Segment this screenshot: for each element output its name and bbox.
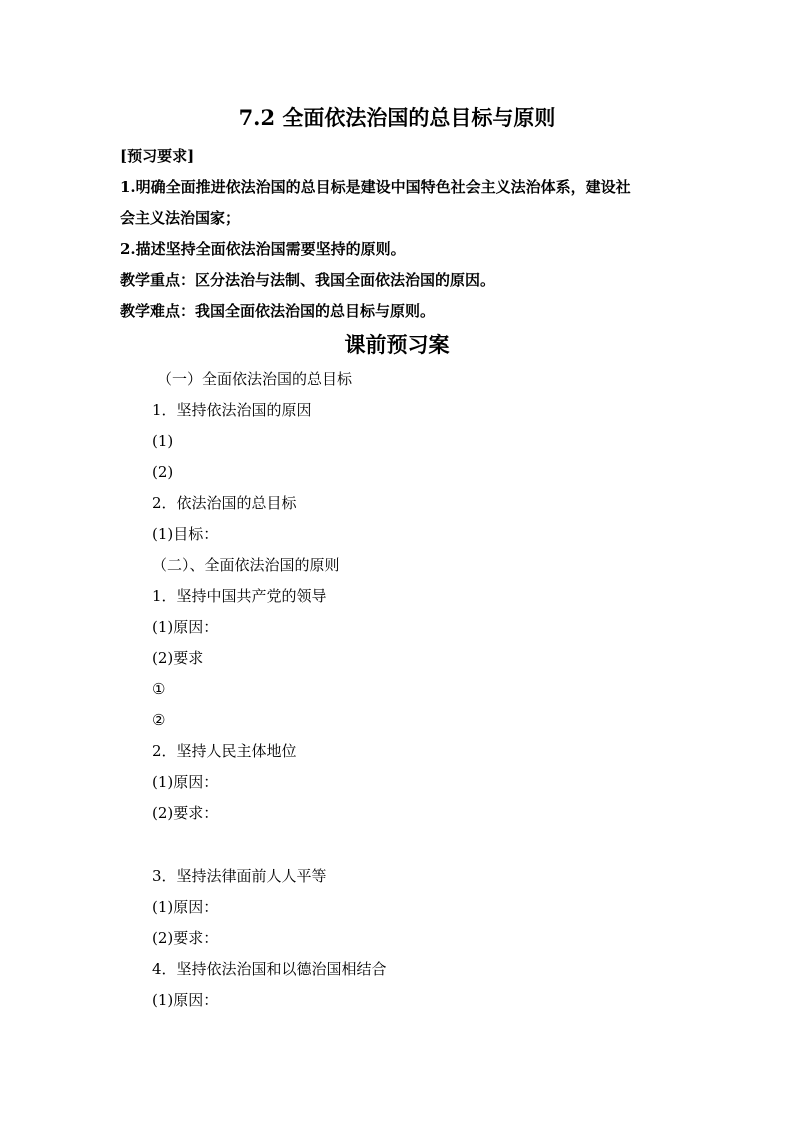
outline-item: 4．坚持依法治国和以德治国相结合 (152, 960, 387, 978)
outline-item: 1．坚持中国共产党的领导 (152, 587, 327, 605)
document-title: 7.2 全面依法治国的总目标与原则 (238, 105, 556, 130)
requirement-2: 2.描述坚持全面依法治国需要坚持的原则。 (120, 240, 406, 258)
requirements-header: [预习要求] (120, 147, 195, 165)
outline-item: 2．坚持人民主体地位 (152, 742, 297, 760)
difficult-point: 教学难点：我国全面依法治国的总目标与原则。 (120, 302, 436, 320)
outline-item: ① (152, 680, 166, 698)
requirement-1-line-2: 会主义法治国家； (120, 209, 241, 227)
outline-item: (2)要求： (152, 804, 219, 822)
outline-item: (1) (152, 432, 174, 450)
outline-item: 1．坚持依法治国的原因 (152, 401, 312, 419)
key-point: 教学重点：区分法治与法制、我国全面依法治国的原因。 (120, 271, 496, 289)
outline-item: (1)原因： (152, 991, 219, 1009)
outline-heading-2: （二）、全面依法治国的原则 (152, 556, 340, 574)
outline-item: (1)目标： (152, 525, 219, 543)
outline-item: (2)要求： (152, 929, 219, 947)
requirement-1-line-1: 1.明确全面推进依法治国的总目标是建设中国特色社会主义法治体系，建设社 (120, 178, 631, 196)
outline-item: 2．依法治国的总目标 (152, 494, 297, 512)
outline-item: 3．坚持法律面前人人平等 (152, 867, 327, 885)
outline-heading-1: （一）全面依法治国的总目标 (157, 370, 353, 388)
outline-item: ② (152, 711, 166, 729)
outline-item: (2)要求 (152, 649, 204, 667)
outline-item: (1)原因： (152, 898, 219, 916)
section-title: 课前预习案 (344, 332, 450, 357)
outline-item: (1)原因： (152, 618, 219, 636)
outline-item: (2) (152, 463, 174, 481)
outline-item: (1)原因： (152, 773, 219, 791)
